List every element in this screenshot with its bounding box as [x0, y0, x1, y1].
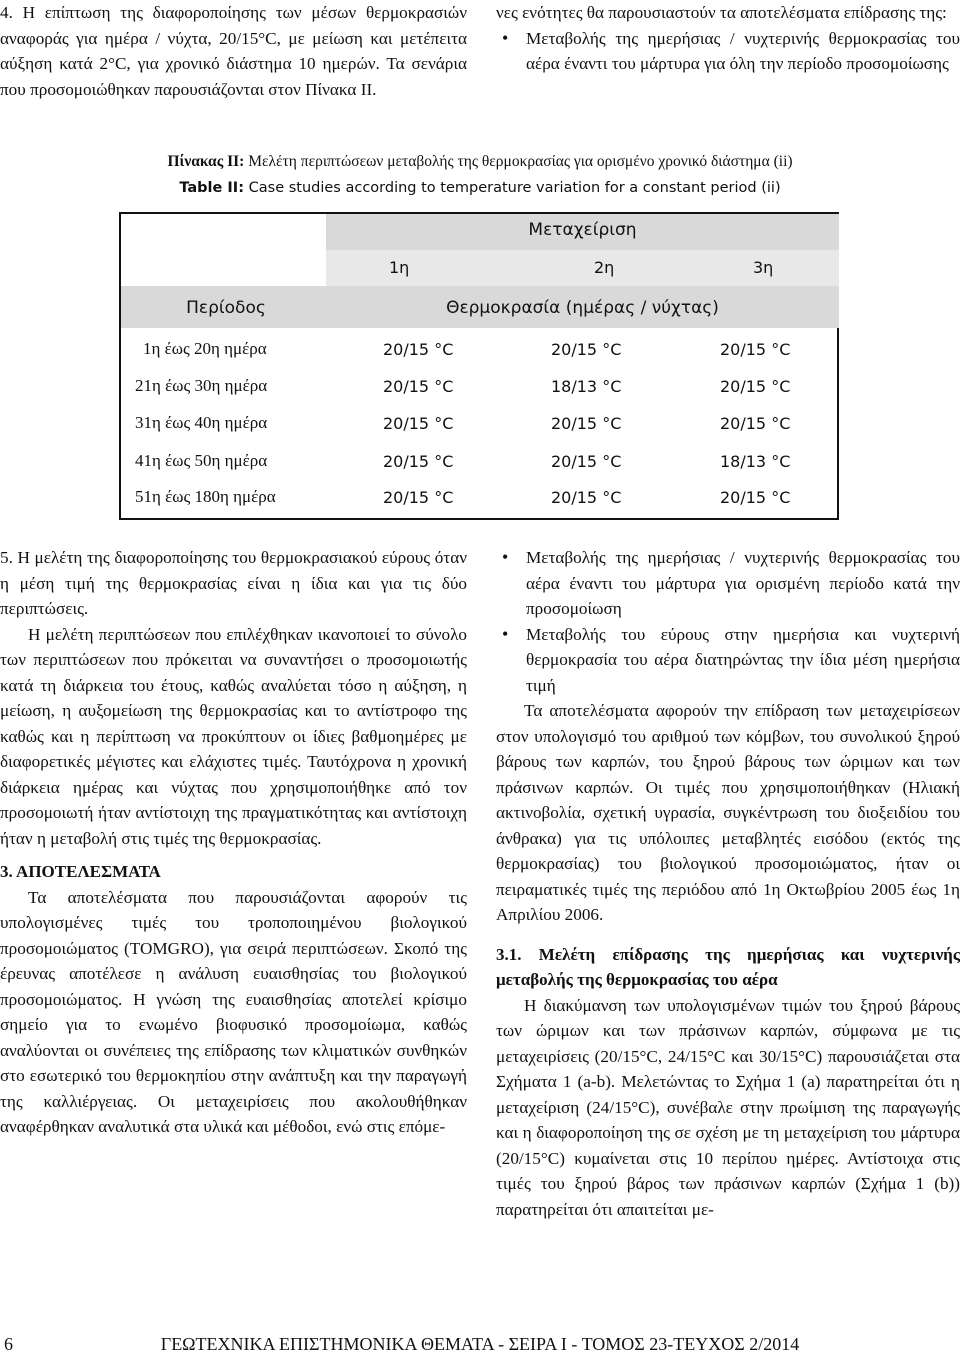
top-right-text	[496, 0, 960, 77]
data-table	[119, 212, 839, 520]
list-item-5: 5. Η μελέτη της διαφοροποίησης του θερμοκρασιακού εύρους όταν η μέση τιμή της θερμοκρασίας είναι η ίδια και για τις δύο περιπτώσεις.	[0, 548, 467, 618]
subsection-heading: 3.1. Μελέτη επίδρασης της ημερήσιας και νυχτερινής μεταβολής της θερμοκρασίας του αέρα	[496, 944, 960, 989]
period-row-5: 51η έως 180η ημέρα	[135, 487, 276, 506]
value-r4-c2: 20/15 °C	[551, 452, 622, 471]
value-r3-c1: 20/15 °C	[383, 414, 454, 433]
paragraph: Τα αποτελέσματα αφορούν την επίδραση των μεταχειρίσεων στον υπολογισμό του αριθμού των κόμβων, του συνολικού ξηρού βάρους των καρπών, του ξηρού βάρους των ώριμων και των πράσινων καρπών. Οι τιμές που χρησιμοποιήθηκαν (Ηλιακή ακτινοβολία, σχετική υγρασία, συγκέντρωση του διοξειδίου του άνθρακα) για τις υπόλοιπες μεταβλητές εισόδου (εκτός της θερμοκρασίας) του βιολογικού προσομοιώματος, ήταν οι πειραματικές τιμές της περιόδου από 1η Οκτωβρίου 2005 έως 1η Απριλίου 2006.	[496, 701, 960, 924]
bullet-item: • Μεταβολής της ημερήσιας / νυχτερινής θερμοκρασίας του αέρα έναντι του μάρτυρα για όλη την περίοδο προσομοίωσης	[496, 26, 960, 77]
value-r2-c2: 18/13 °C	[551, 377, 622, 396]
bullet-item: • Μεταβολής της ημερήσιας / νυχτερινής θερμοκρασίας του αέρα έναντι του μάρτυρα για ορισμένη περίοδο κατά την προσομοίωση	[496, 545, 960, 622]
treatment-header-1: 1η	[389, 258, 410, 277]
caption-text: Μελέτη περιπτώσεων μεταβολής της θερμοκρασίας για ορισμένο χρονικό διάστημα (ii)	[248, 153, 793, 170]
caption-text-en: Case studies according to temperature variation for a constant period (ii)	[248, 180, 781, 196]
period-header: Περίοδος	[186, 298, 266, 318]
paragraph: Τα αποτελέσματα που παρουσιάζονται αφορούν τις υπολογισμένες τιμές του τροποποιημένου βιολογικού προσομοιώματος (TOMGRO), για σειρά περιπτώσεων. Σκοπό της έρευνας αποτέλεσε η ανάλυση ευαισθησίας του βιολογικού προσομοιώματος. Η γνώση της ευαισθησίας αποτελεί κρίσιμο σημείο για το ενωμένο βιοφυσικό προσομοίωμα, καθώς αναλύονται οι συνέπειες της επίδρασης των κλιματικών συνθηκών στο εσωτερικό του θερμοκηπίου στην ανάπτυξη και την παραγωγή της καλλιέργειας. Οι μεταχειρίσεις που ακολουθήθηκαν αναφέρθηκαν αναλυτικά στα υλικά και μέθοδοι, ενώ στις επόμε-	[0, 887, 467, 1136]
paragraph: Η διακύμανση των υπολογισμένων τιμών του ξηρού βάρους των ώριμων και των πράσινων καρπών, σύμφωνα με τις μεταχειρίσεις (20/15°C, 24/15°C και 30/15°C) παρουσιάζεται στα Σχήματα 1 (a-b). Μελετώντας το Σχήμα 1 (a) παρατηρείται ότι η μεταχείριση (24/15°C), συνέβαλε στην πρωίμιση της παραγωγής και η διαφοροποίηση της σε σχέση με τη μεταχείριση του μάρτυρα (20/15°C) κυμαίνεται στις 10 περίπου ημέρες. Αντίστοιχα στις τιμές του ξηρού βάρος των πράσινων καρπών (Σχήμα 1 (b)) παρατηρείται ότι απαιτείται με-	[496, 995, 960, 1219]
left-column	[0, 545, 467, 1140]
right-column	[496, 545, 960, 1222]
value-r4-c3: 18/13 °C	[720, 452, 791, 471]
caption-label-en: Table II:	[179, 180, 245, 196]
table-caption-greek	[0, 150, 960, 174]
period-row-4: 41η έως 50η ημέρα	[135, 451, 268, 470]
value-r5-c1: 20/15 °C	[383, 488, 454, 507]
section-heading: 3. ΑΠΟΤΕΛΕΣΜΑΤΑ	[0, 862, 161, 881]
treatment-header-2: 2η	[594, 258, 615, 277]
period-row-3: 31η έως 40η ημέρα	[135, 413, 268, 432]
temperature-header: Θερμοκρασία (ημέρας / νύχτας)	[446, 298, 719, 318]
value-r1-c3: 20/15 °C	[720, 340, 791, 359]
table-caption-english	[0, 176, 960, 200]
treatment-header-3: 3η	[753, 258, 774, 277]
value-r2-c3: 20/15 °C	[720, 377, 791, 396]
value-r3-c3: 20/15 °C	[720, 414, 791, 433]
value-r3-c2: 20/15 °C	[551, 414, 622, 433]
value-r1-c1: 20/15 °C	[383, 340, 454, 359]
journal-title: ΓΕΩΤΕΧΝΙΚΑ ΕΠΙΣΤΗΜΟΝΙΚΑ ΘΕΜΑΤΑ - ΣΕΙΡΑ Ι - ΤΟΜΟΣ 23-ΤΕΥΧΟΣ 2/2014	[160, 1334, 800, 1354]
top-left-text	[0, 0, 467, 102]
paragraph: Η μελέτη περιπτώσεων που επιλέχθηκαν ικανοποιεί το σύνολο των περιπτώσεων που πρόκειται να συναντήσει ο προσομοιωτής κατά τη διάρκεια του έτους, καθώς αναλύεται τόσο η αύξηση, η μείωση, η αυξομείωση της θερμοκρασίας και το αντίστροφο της καθώς και η περίπτωση να προκύπτουν οι ίδιες βαθμοημέρες με διαφορετικές μέγιστες και ελάχιστες τιμές. Ταυτόχρονα η χρονική διάρκεια ημέρας και νύχτας που χρησιμοποιήθηκε από τον προσομοιωτή ήταν αντίστοιχη της πραγματικότητας και αντίστοιχη ήταν η μεταβολή στις τιμές της θερμοκρασίας.	[0, 624, 467, 848]
period-row-2: 21η έως 30η ημέρα	[135, 376, 268, 395]
period-row-1: 1η έως 20η ημέρα	[143, 339, 267, 358]
treatment-group-header: Μεταχείριση	[528, 220, 637, 240]
value-r1-c2: 20/15 °C	[551, 340, 622, 359]
bullet-item: • Μεταβολής του εύρους στην ημερήσια και νυχτερινή θερμοκρασία του αέρα διατηρώντας την ίδια μέση ημερήσια τιμή	[496, 622, 960, 699]
value-r5-c3: 20/15 °C	[720, 488, 791, 507]
value-r5-c2: 20/15 °C	[551, 488, 622, 507]
right-intro: νες ενότητες θα παρουσιαστούν τα αποτελέσματα επίδρασης της:	[496, 3, 947, 22]
caption-label: Πίνακας ΙΙ:	[167, 153, 245, 170]
page-number: 6	[4, 1334, 13, 1354]
value-r2-c1: 20/15 °C	[383, 377, 454, 396]
value-r4-c1: 20/15 °C	[383, 452, 454, 471]
list-item-4: 4. Η επίπτωση της διαφοροποίησης των μέσων θερμοκρασιών αναφοράς για ημέρα / νύχτα, 20/15°C, με μείωση και μετέπειτα αύξηση κατά 2°C, για χρονικό διάστημα 10 ημερών. Τα σενάρια που προσομοιώθηκαν παρουσιάζονται στον Πίνακα ΙΙ.	[0, 3, 467, 99]
